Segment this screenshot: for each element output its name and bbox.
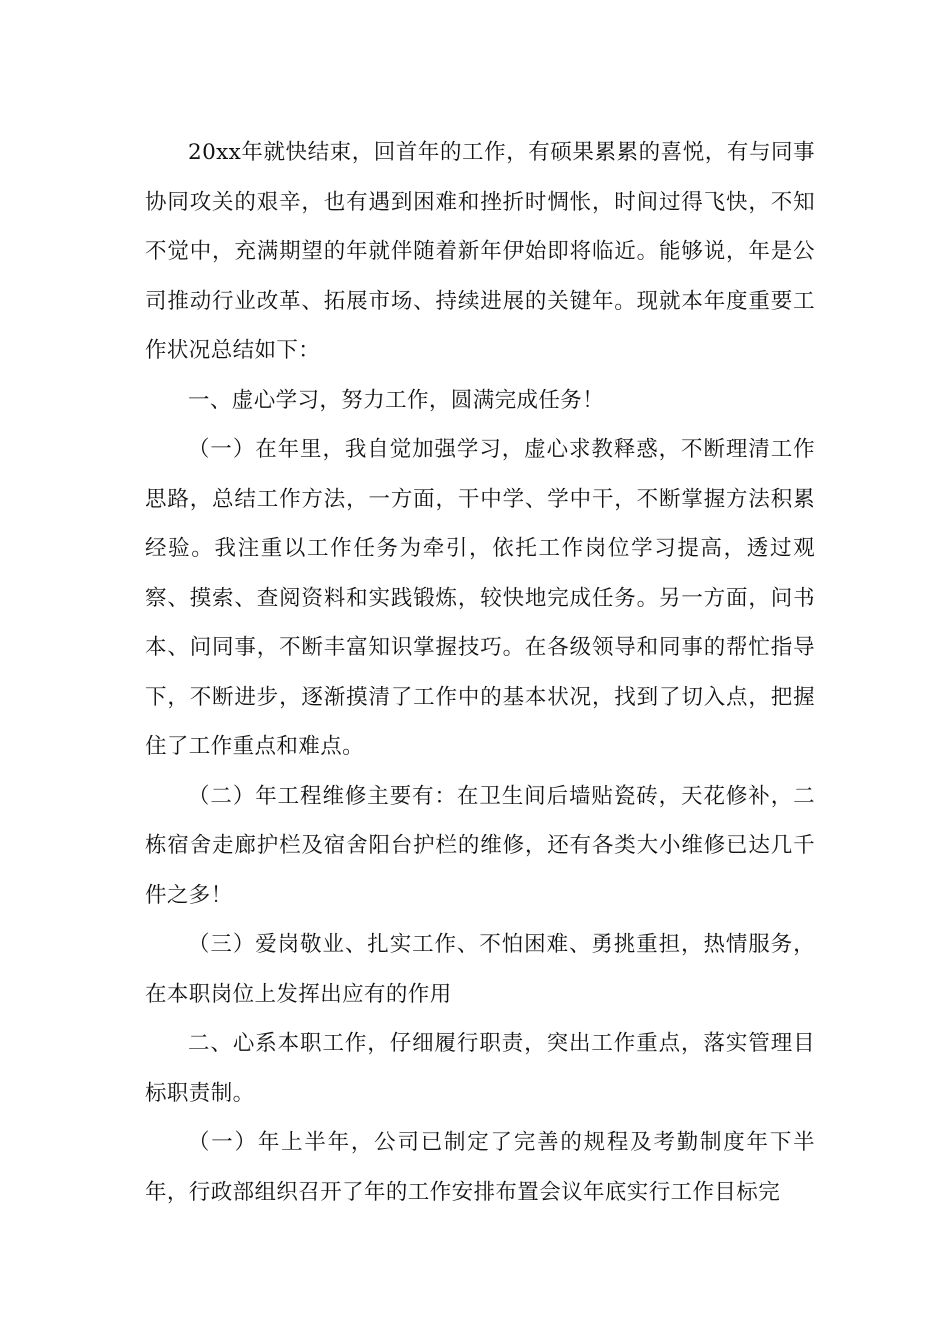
document-body bbox=[145, 128, 815, 1217]
section-heading-1: 一、虚心学习，努力工作，圆满完成任务！ bbox=[188, 387, 605, 413]
subsection-paragraph-1-1: （一）在年里，我自觉加强学习，虚心求教释惑，不断理清工作思路，总结工作方法，一方面，干中学、学中干，不断掌握方法积累经验。我注重以工作任务为牵引，依托工作岗位学习提高，透过观察、摸索、查阅资料和实践锻炼，较快地完成任务。另一方面，问书本、问同事，不断丰富知识掌握技巧。在各级领导和同事的帮忙指导下，不断进步，逐渐摸清了工作中的基本状况，找到了切入点，把握住了工作重点和难点。 bbox=[145, 437, 815, 759]
subsection-paragraph-1-3: （三）爱岗敬业、扎实工作、不怕困难、勇挑重担，热情服务，在本职岗位上发挥出应有的作用 bbox=[145, 932, 815, 1007]
subsection-paragraph-1-2: （二）年工程维修主要有：在卫生间后墙贴瓷砖，天花修补，二栋宿舍走廊护栏及宿舍阳台护栏的维修，还有各类大小维修已达几千件之多！ bbox=[145, 783, 815, 908]
intro-paragraph: 20xx年就快结束，回首年的工作，有硕果累累的喜悦，有与同事协同攻关的艰辛，也有遇到困难和挫折时惆怅，时间过得飞快，不知不觉中，充满期望的年就伴随着新年伊始即将临近。能够说，年是公司推动行业改革、拓展市场、持续进展的关键年。现就本年度重要工作状况总结如下： bbox=[145, 140, 815, 363]
section-heading-2: 二、心系本职工作，仔细履行职责，突出工作重点，落实管理目标职责制。 bbox=[145, 1031, 815, 1106]
subsection-paragraph-2-1: （一）年上半年，公司已制定了完善的规程及考勤制度年下半年，行政部组织召开了年的工作安排布置会议年底实行工作目标完 bbox=[145, 1130, 815, 1205]
